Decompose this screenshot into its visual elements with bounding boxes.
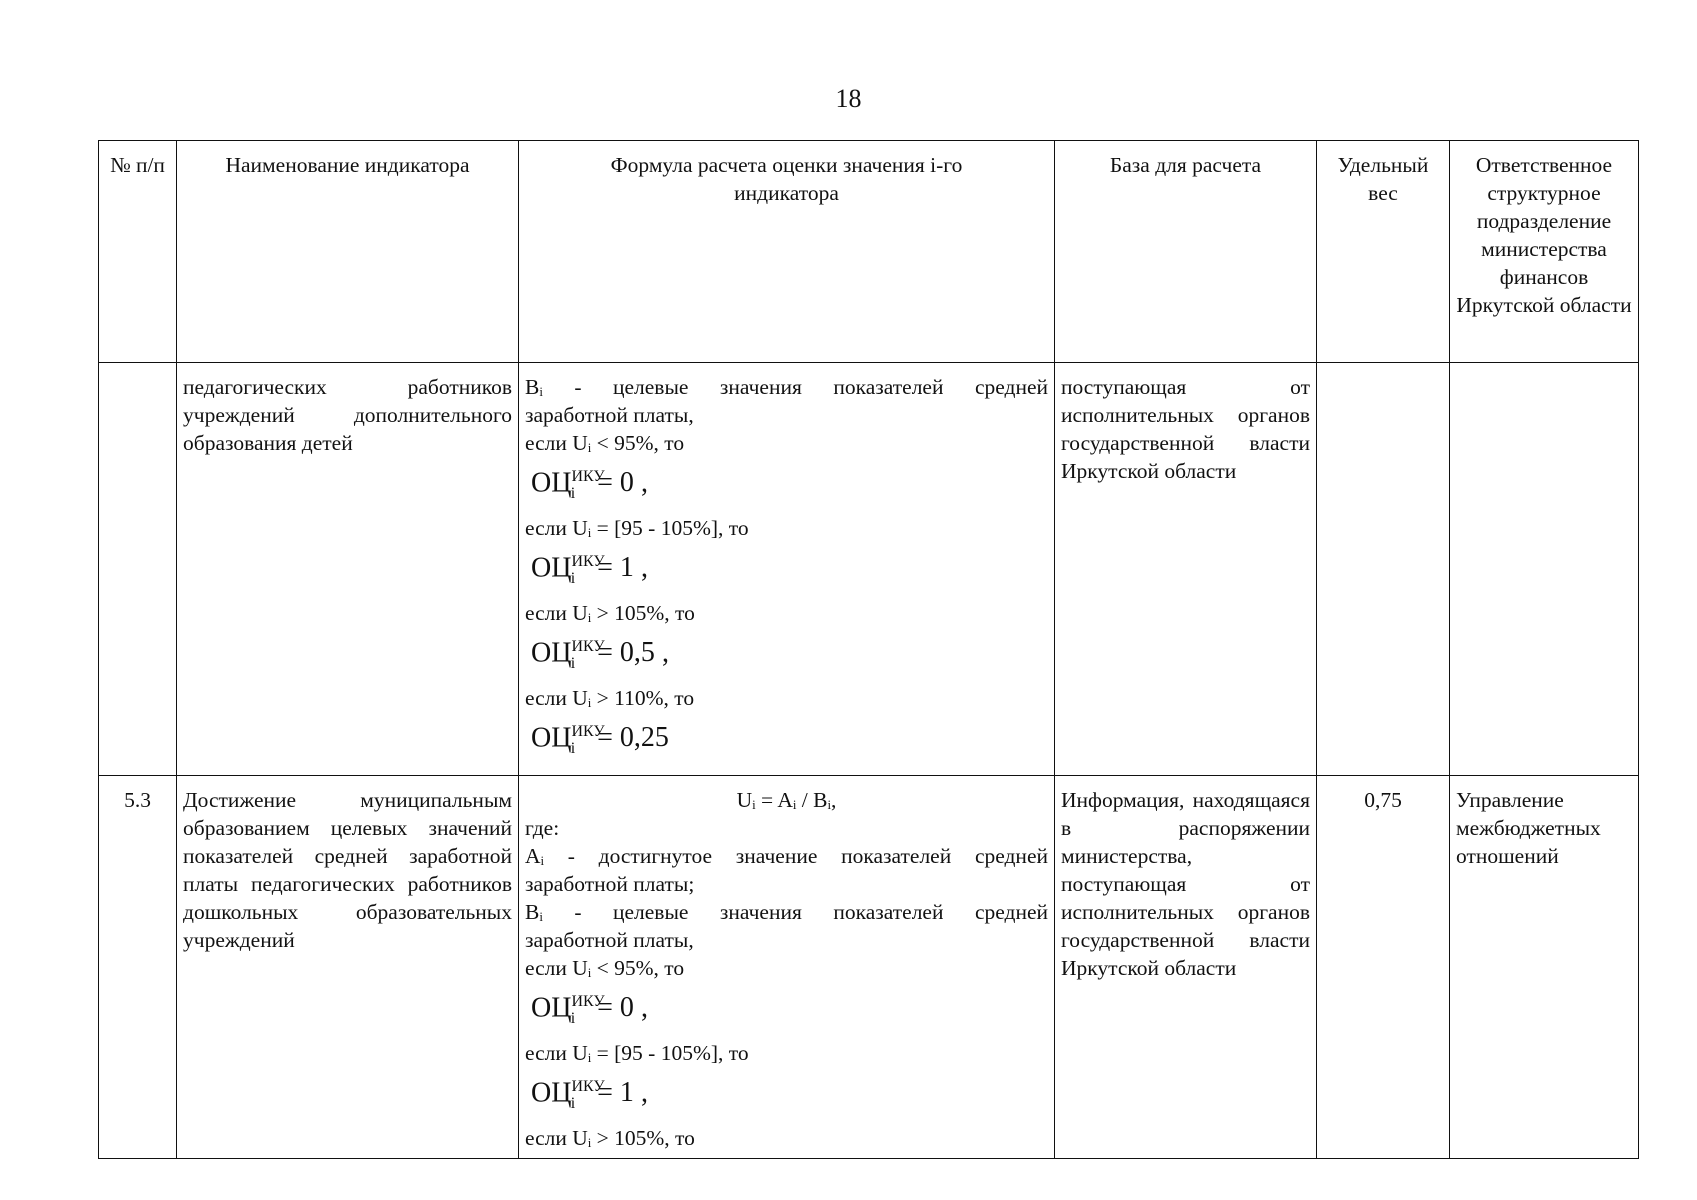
row-b-base: Информация, находящаяся в распоряжении министерства, поступающая от исполнительных органов государственной власти Иркутской области	[1055, 775, 1317, 1158]
row-a-condition-1: если Uᵢ < 95%, то	[525, 431, 685, 455]
header-base: База для расчета	[1055, 141, 1317, 363]
row-b-num: 5.3	[99, 775, 177, 1158]
row-a-dept	[1450, 363, 1639, 776]
row-b-a-definition-1: Aᵢ - достигнутое значение показателей средней	[525, 843, 1048, 868]
row-a-value-1: $ОЦ^{ИКУ}_i = 0$ ,	[531, 467, 648, 502]
table-header-row	[99, 141, 1639, 363]
row-a-condition-4: если Uᵢ > 110%, то	[525, 685, 695, 710]
row-b-condition-3: если Uᵢ > 105%, то	[525, 1125, 695, 1150]
row-b-condition-2: если Uᵢ = [95 - 105%], то	[525, 1040, 749, 1065]
header-weight: Удельный вес	[1317, 141, 1450, 363]
table-row	[99, 363, 1639, 776]
row-b-value-2: $ОЦ^{ИКУ}_i = 1$ ,	[531, 1076, 648, 1112]
row-b-condition-1: если Uᵢ < 95%, то	[525, 955, 685, 980]
row-b-where: где:	[525, 815, 560, 840]
row-a-formula	[519, 363, 1055, 776]
row-b-value-1: $ОЦ^{ИКУ}_i = 0$ ,	[531, 992, 648, 1027]
indicators-table	[98, 140, 1639, 1159]
page-number: 18	[835, 84, 862, 113]
row-a-value-3: $ОЦ^{ИКУ}_i = 0,5$ ,	[531, 637, 669, 672]
header-num: № п/п	[99, 141, 177, 363]
header-name: Наименование индикатора	[177, 141, 519, 363]
row-a-condition-3: если Uᵢ > 105%, то	[525, 600, 695, 625]
row-b-a-definition-2: заработной платы;	[525, 871, 695, 896]
row-a-b-definition-1: Bᵢ - целевые значения показателей средней	[525, 375, 1048, 399]
header-dept: Ответственное структурное подразделение министерства финансов Иркутской области	[1450, 141, 1639, 363]
header-formula: Формула расчета оценки значения i-го индикатора	[519, 141, 1055, 363]
row-a-num	[99, 363, 177, 776]
row-a-b-definition-2: заработной платы,	[525, 403, 694, 427]
row-b-b-definition-2: заработной платы,	[525, 927, 694, 952]
row-a-base: поступающая от исполнительных органов государственной власти Иркутской области	[1055, 363, 1317, 776]
row-a-condition-2: если Uᵢ = [95 - 105%], то	[525, 515, 749, 540]
row-b-dept: Управление межбюджетных отношений	[1450, 775, 1639, 1158]
row-a-name: педагогических работников учреждений дополнительного образования детей	[177, 363, 519, 776]
row-b-name: Достижение муниципальным образованием целевых значений показателей средней заработной платы педагогических работников дошкольных образовательных учреждений	[177, 775, 519, 1158]
row-a-weight	[1317, 363, 1450, 776]
table-row	[99, 775, 1639, 1158]
row-a-value-2: $ОЦ^{ИКУ}_i = 1$ ,	[531, 552, 648, 587]
row-a-value-4: $ОЦ^{ИКУ}_i = 0,25$	[531, 722, 669, 757]
row-b-b-definition-1: Bᵢ - целевые значения показателей средней	[525, 899, 1048, 924]
row-b-main-formula: Uᵢ = Aᵢ / Bᵢ,	[736, 787, 837, 812]
row-b-weight: 0,75	[1317, 775, 1450, 1158]
row-b-formula	[519, 775, 1055, 1158]
